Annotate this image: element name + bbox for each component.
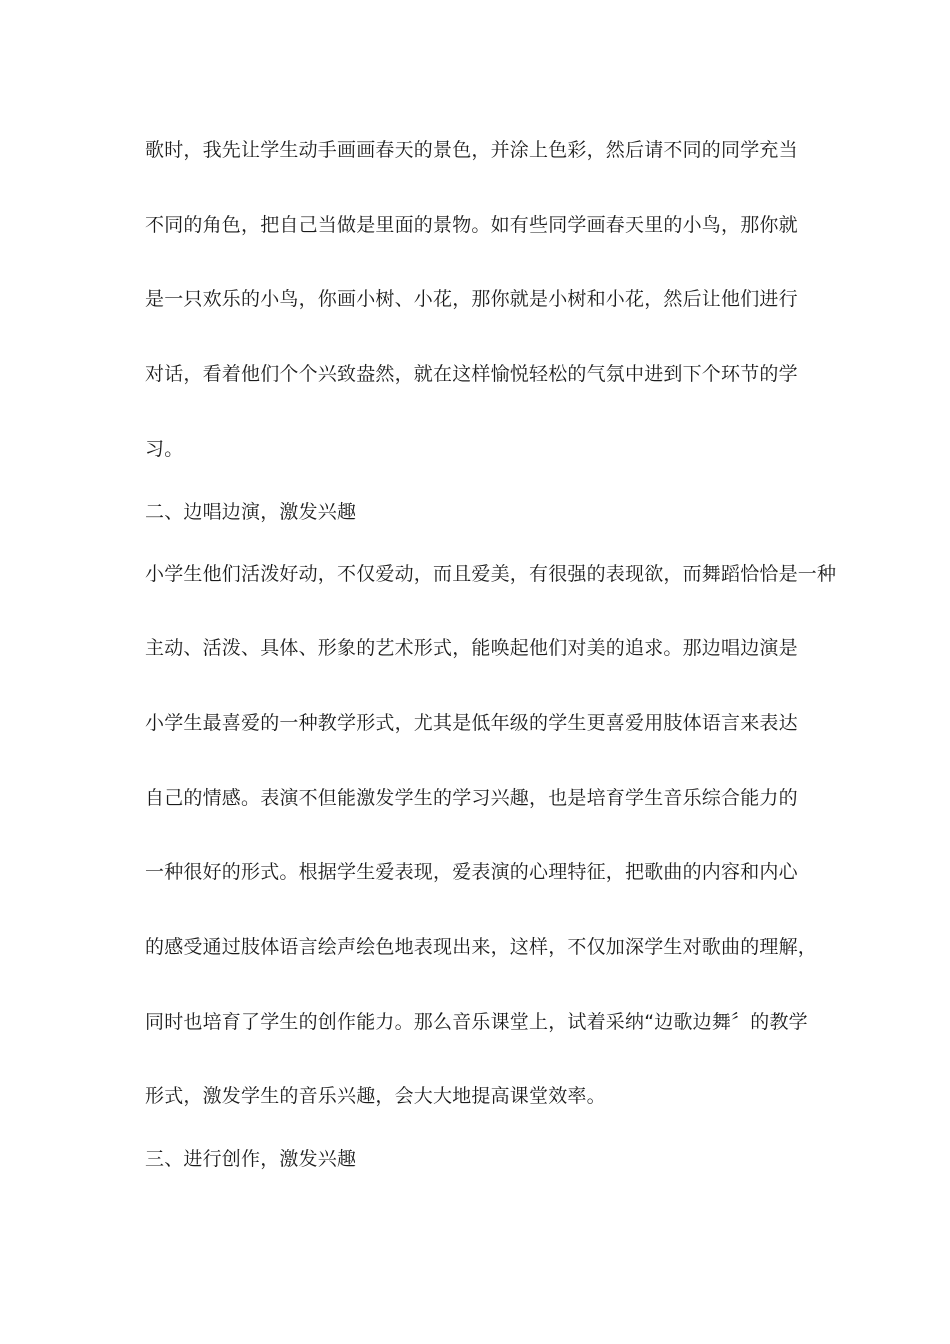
paragraph-line-7: 主动、活泼、具体、形象的艺术形式，能唤起他们对美的追求。那边唱边演是 (145, 637, 798, 659)
paragraph-line-1: 歌时，我先让学生动手画画春天的景色，并涂上色彩，然后请不同的同学充当 (145, 139, 798, 161)
paragraph-line-8: 小学生最喜爱的一种教学形式，尤其是低年级的学生更喜爱用肢体语言来表达 (145, 712, 798, 734)
paragraph-line-2: 不同的角色，把自己当做是里面的景物。如有些同学画春天里的小鸟，那你就 (145, 214, 798, 236)
paragraph-line-6: 小学生他们活泼好动，不仅爱动，而且爱美，有很强的表现欲，而舞蹈恰恰是一种 (145, 563, 837, 585)
paragraph-line-13: 形式，激发学生的音乐兴趣，会大大地提高课堂效率。 (145, 1085, 606, 1107)
paragraph-line-11: 的感受通过肢体语言绘声绘色地表现出来，这样，不仅加深学生对歌曲的理解， (145, 936, 818, 958)
paragraph-line-9: 自己的情感。表演不但能激发学生的学习兴趣，也是培育学生音乐综合能力的 (145, 787, 798, 809)
section-heading-2: 二、边唱边演，激发兴趣 (145, 501, 357, 523)
paragraph-line-4: 对话，看着他们个个兴致盎然，就在这样愉悦轻松的气氛中进到下个环节的学 (145, 363, 798, 385)
paragraph-line-10: 一种很好的形式。根据学生爱表现，爱表演的心理特征，把歌曲的内容和内心 (145, 861, 798, 883)
paragraph-line-5: 习。 (145, 438, 184, 460)
paragraph-line-3: 是一只欢乐的小鸟，你画小树、小花，那你就是小树和小花，然后让他们进行 (145, 288, 798, 310)
paragraph-line-12: 同时也培育了学生的创作能力。那么音乐课堂上，试着采纳“边歌边舞〞的教学 (145, 1011, 808, 1033)
section-heading-3: 三、进行创作，激发兴趣 (145, 1148, 357, 1170)
